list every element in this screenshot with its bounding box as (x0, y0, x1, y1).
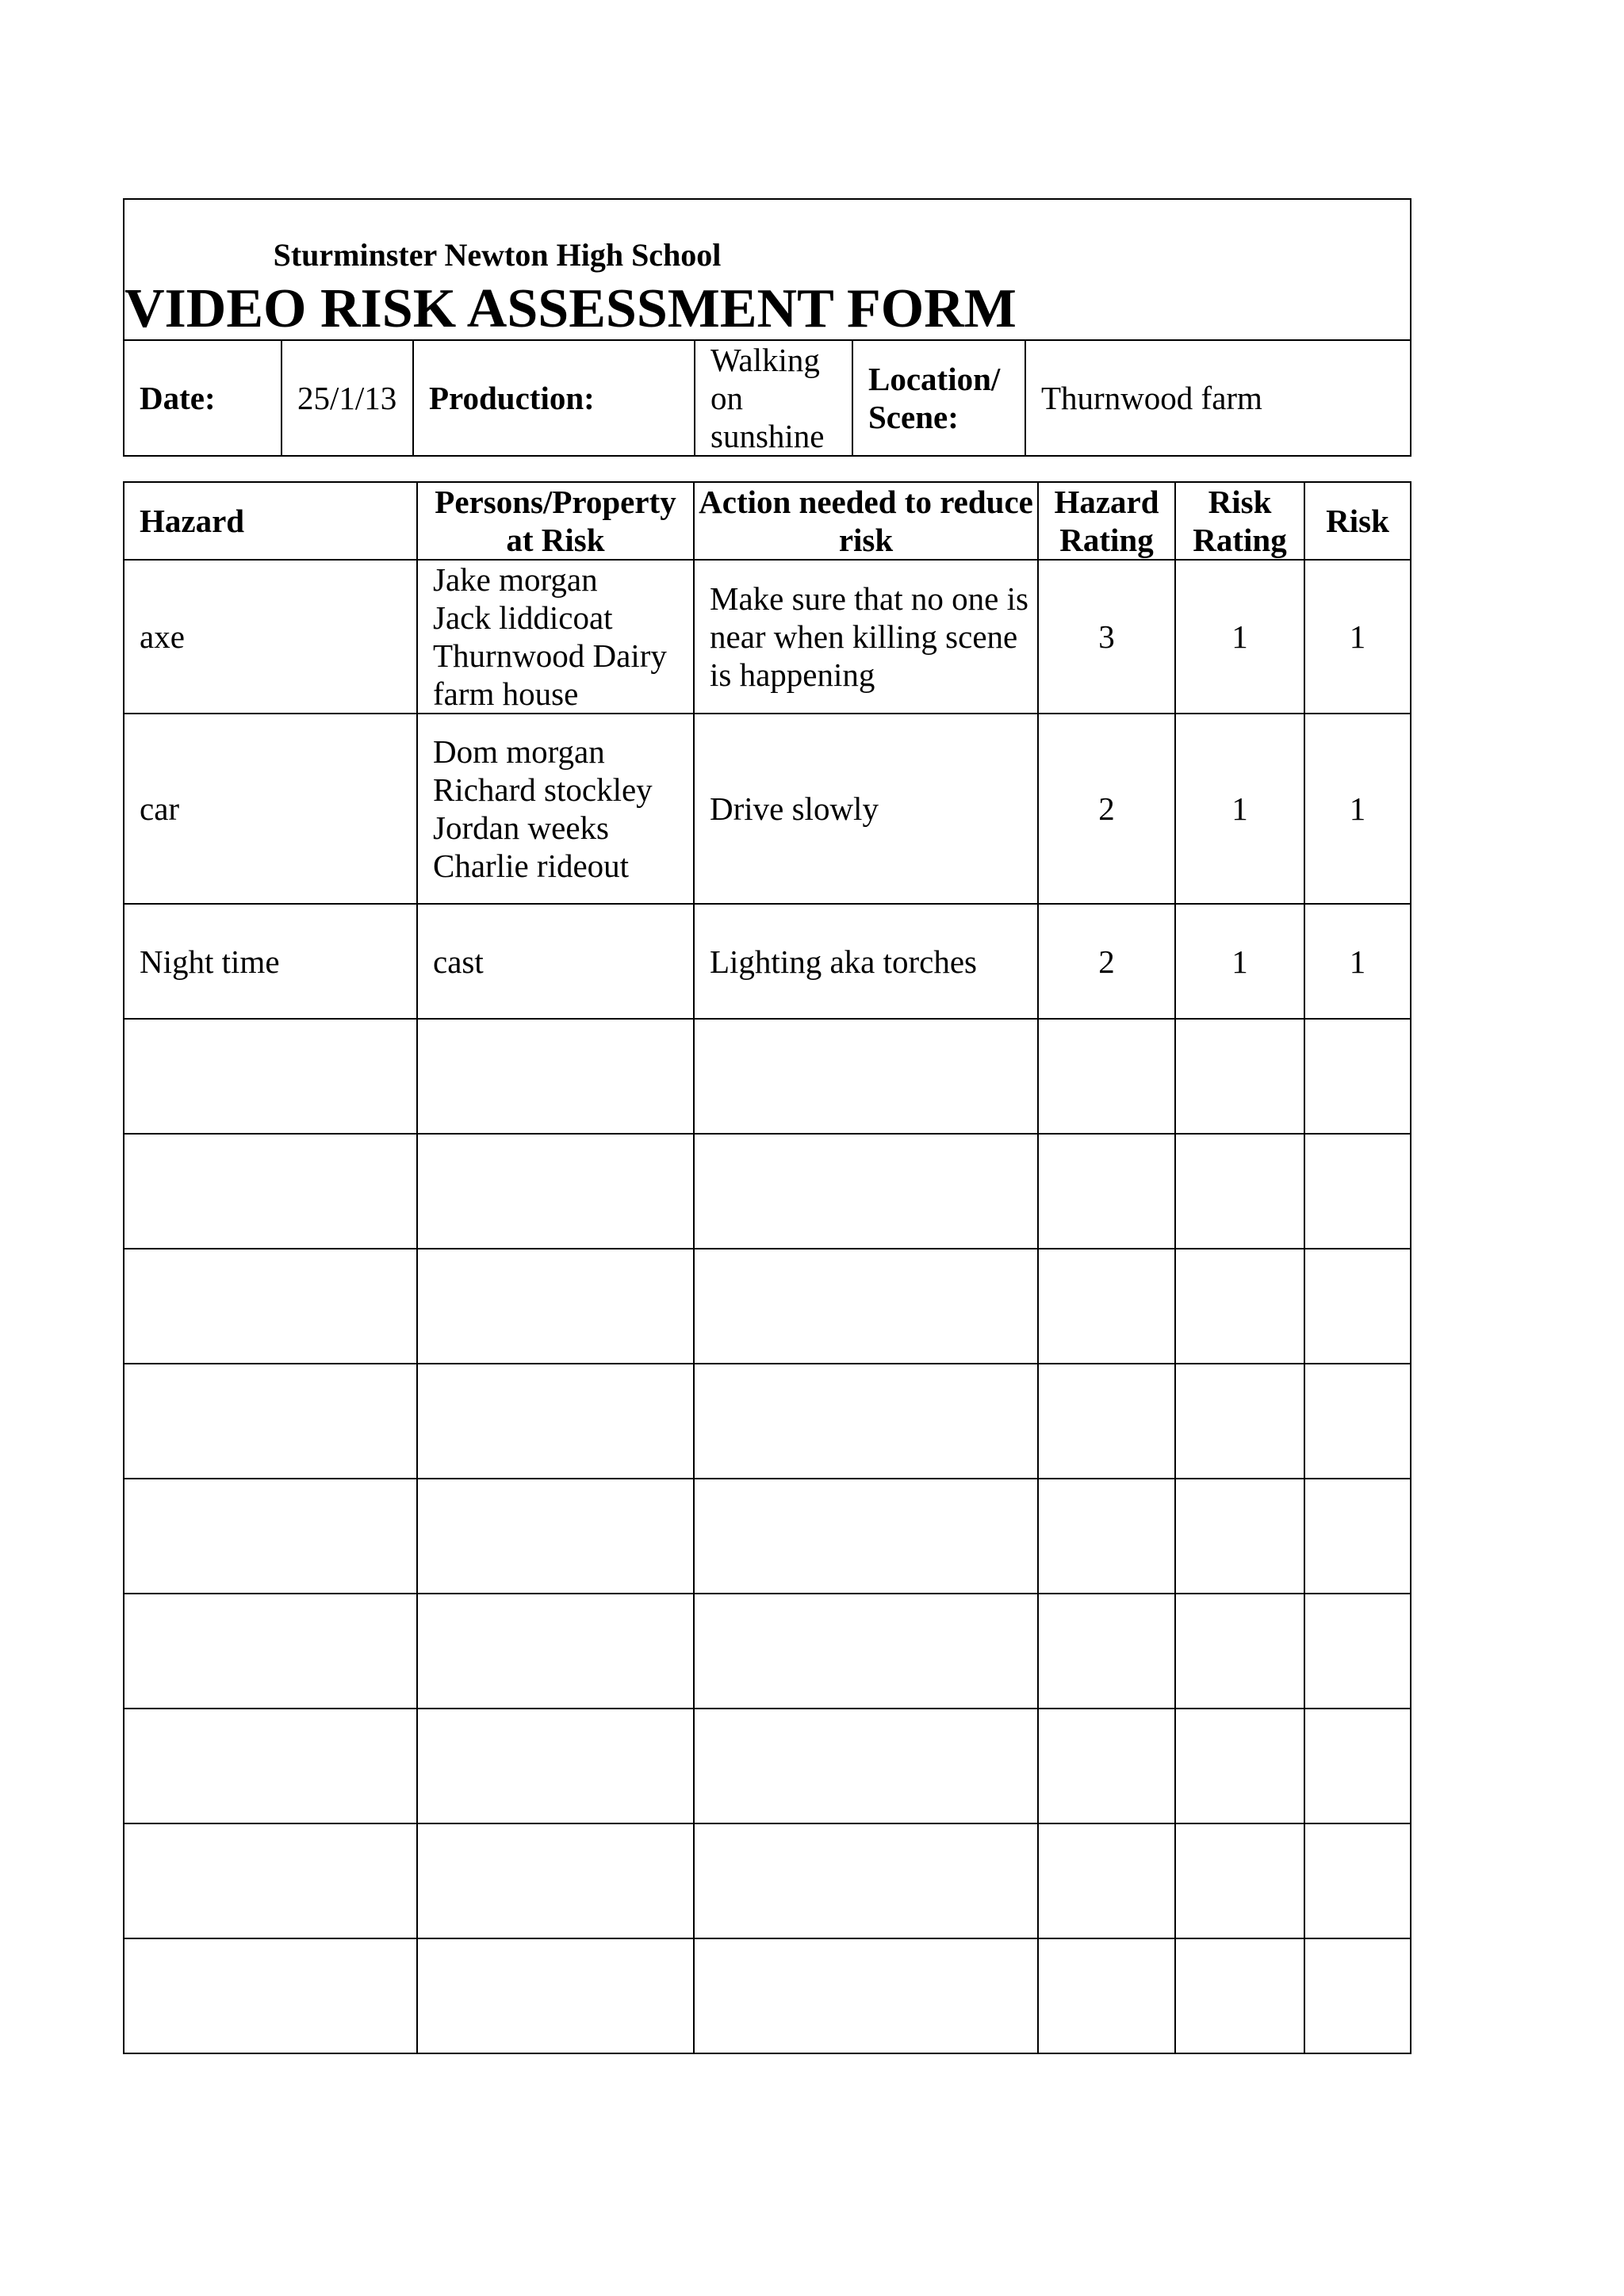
persons-cell (417, 1479, 694, 1594)
title-cell (124, 199, 1411, 340)
action-cell: Lighting aka torches (694, 904, 1038, 1019)
risk-cell (1304, 1709, 1411, 1823)
hazard-rating-cell (1038, 1823, 1175, 1938)
table-header-row (124, 482, 1411, 560)
risk-rating-cell (1175, 1938, 1304, 2053)
risk-rating-cell (1175, 1594, 1304, 1709)
hazard-rating-cell (1038, 1594, 1175, 1709)
persons-cell (417, 1709, 694, 1823)
action-cell (694, 1938, 1038, 2053)
table-row (124, 1938, 1411, 2053)
risk-cell: 1 (1304, 904, 1411, 1019)
table-row (124, 1709, 1411, 1823)
risk-cell (1304, 1594, 1411, 1709)
hazard-rating-cell: 2 (1038, 714, 1175, 904)
risk-cell (1304, 1019, 1411, 1134)
persons-cell: Dom morgan Richard stockley Jordan weeks Charlie rideout (417, 714, 694, 904)
production-label: Production: (413, 340, 695, 456)
hazard-rating-cell: 2 (1038, 904, 1175, 1019)
hazard-cell (124, 1938, 417, 2053)
form-header-table (123, 198, 1411, 457)
hazard-cell (124, 1364, 417, 1479)
location-value: Thurnwood farm (1025, 340, 1411, 456)
action-cell (694, 1019, 1038, 1134)
action-cell (694, 1249, 1038, 1364)
risk-rating-cell (1175, 1823, 1304, 1938)
risk-rating-cell: 1 (1175, 714, 1304, 904)
persons-cell (417, 1594, 694, 1709)
hazard-rating-cell: 3 (1038, 560, 1175, 714)
risk-rating-cell (1175, 1134, 1304, 1249)
risk-rating-cell: 1 (1175, 560, 1304, 714)
hazard-cell (124, 1823, 417, 1938)
persons-cell (417, 1823, 694, 1938)
hazard-cell (124, 1019, 417, 1134)
risk-rating-cell: 1 (1175, 904, 1304, 1019)
hazard-cell (124, 1594, 417, 1709)
column-header-risk: Risk (1304, 482, 1411, 560)
school-name: Sturminster Newton High School (273, 237, 722, 273)
action-cell: Drive slowly (694, 714, 1038, 904)
production-value: Walking on sunshine (695, 340, 852, 456)
table-row (124, 1364, 1411, 1479)
hazard-cell: Night time (124, 904, 417, 1019)
persons-cell (417, 1364, 694, 1479)
risk-table (123, 481, 1411, 2054)
table-row (124, 1134, 1411, 1249)
action-cell (694, 1823, 1038, 1938)
hazard-cell (124, 1249, 417, 1364)
action-cell: Make sure that no one is near when killing scene is happening (694, 560, 1038, 714)
hazard-rating-cell (1038, 1938, 1175, 2053)
hazard-cell (124, 1479, 417, 1594)
persons-cell: cast (417, 904, 694, 1019)
persons-cell (417, 1134, 694, 1249)
column-header-action: Action needed to reduce risk (694, 482, 1038, 560)
table-row (124, 714, 1411, 904)
action-cell (694, 1364, 1038, 1479)
hazard-cell (124, 1709, 417, 1823)
date-label: Date: (124, 340, 282, 456)
risk-cell (1304, 1479, 1411, 1594)
risk-rating-cell (1175, 1479, 1304, 1594)
table-row (124, 1019, 1411, 1134)
table-row (124, 1479, 1411, 1594)
form-title: VIDEO RISK ASSESSMENT FORM (124, 278, 1017, 339)
action-cell (694, 1709, 1038, 1823)
table-row (124, 1823, 1411, 1938)
hazard-cell (124, 1134, 417, 1249)
table-row (124, 1594, 1411, 1709)
risk-cell (1304, 1938, 1411, 2053)
table-row (124, 1249, 1411, 1364)
action-cell (694, 1134, 1038, 1249)
hazard-cell: car (124, 714, 417, 904)
hazard-cell: axe (124, 560, 417, 714)
risk-rating-cell (1175, 1019, 1304, 1134)
hazard-rating-cell (1038, 1134, 1175, 1249)
column-header-hazard-rating: Hazard Rating (1038, 482, 1175, 560)
hazard-rating-cell (1038, 1709, 1175, 1823)
risk-cell (1304, 1134, 1411, 1249)
column-header-risk-rating: Risk Rating (1175, 482, 1304, 560)
hazard-rating-cell (1038, 1364, 1175, 1479)
column-header-hazard: Hazard (124, 482, 417, 560)
action-cell (694, 1479, 1038, 1594)
table-row (124, 904, 1411, 1019)
risk-cell (1304, 1249, 1411, 1364)
persons-cell (417, 1938, 694, 2053)
risk-cell: 1 (1304, 560, 1411, 714)
hazard-rating-cell (1038, 1479, 1175, 1594)
date-value: 25/1/13 (282, 340, 413, 456)
persons-cell (417, 1019, 694, 1134)
action-cell (694, 1594, 1038, 1709)
location-label: Location/ Scene: (852, 340, 1025, 456)
table-row (124, 560, 1411, 714)
risk-cell: 1 (1304, 714, 1411, 904)
column-header-persons: Persons/Property at Risk (417, 482, 694, 560)
risk-rating-cell (1175, 1364, 1304, 1479)
risk-rating-cell (1175, 1709, 1304, 1823)
hazard-rating-cell (1038, 1249, 1175, 1364)
persons-cell (417, 1249, 694, 1364)
risk-cell (1304, 1823, 1411, 1938)
risk-cell (1304, 1364, 1411, 1479)
hazard-rating-cell (1038, 1019, 1175, 1134)
persons-cell: Jake morgan Jack liddicoat Thurnwood Dairy farm house (417, 560, 694, 714)
risk-rating-cell (1175, 1249, 1304, 1364)
